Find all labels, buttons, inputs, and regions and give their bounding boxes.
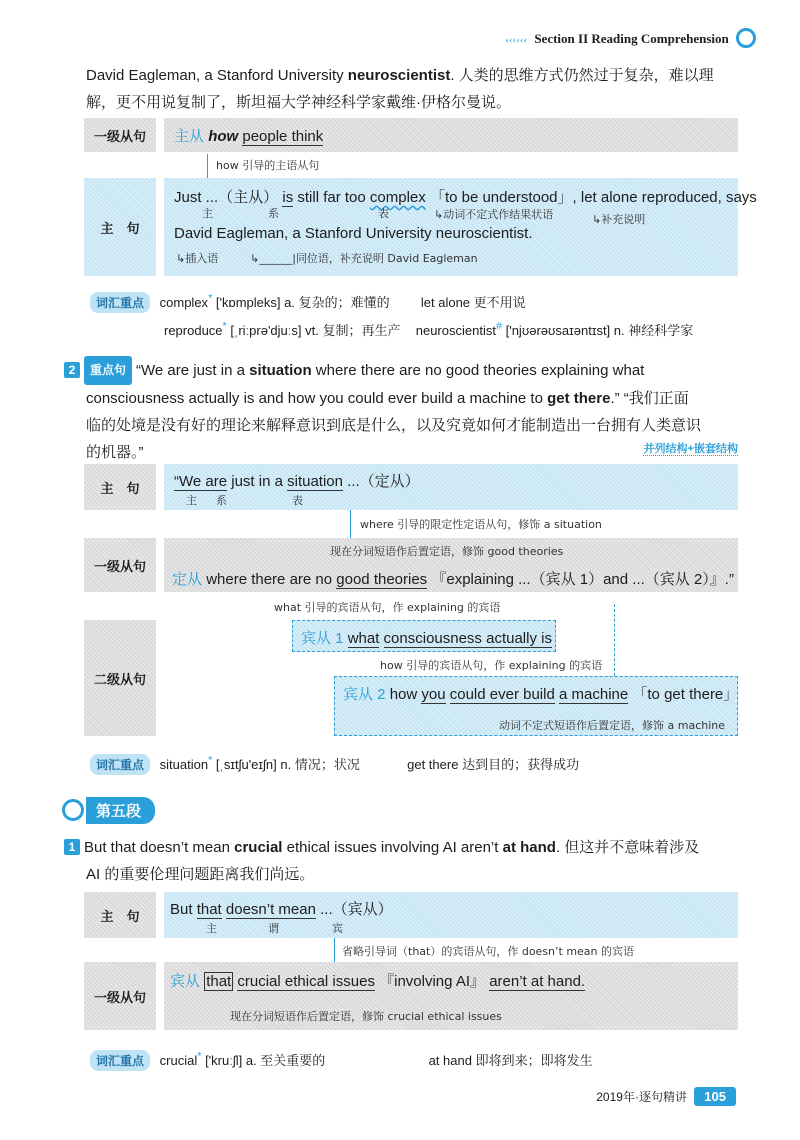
p1-bold: neuroscientist (347, 67, 451, 84)
vocab-star: * (197, 1050, 202, 1063)
vocab-word: reproduce (164, 323, 223, 338)
d1-note-inf-text: 动词不定式作结果状语 (443, 208, 554, 221)
d2-sub2b-how: how (389, 686, 418, 703)
vocab-star: * (208, 754, 213, 767)
p3-bold-1: crucial (234, 839, 283, 856)
d3-gram-predicate: 谓 (268, 922, 279, 935)
p2-bold-2: get there (547, 390, 611, 407)
d2-label-sub2: 二级从句 (84, 620, 156, 736)
search-q-icon (62, 799, 84, 821)
vocab-word: neuroscientist (415, 323, 496, 338)
p2-bold-1: situation (249, 362, 312, 379)
d1-sub-tag: 主从 (174, 128, 205, 145)
vocab-word: at hand (428, 1053, 472, 1068)
vocab-phonetic: ['njʊərəʊsaɪəntɪst] (505, 323, 611, 338)
d1-main-complex: complex (369, 189, 426, 206)
d2-main-a: “We are (174, 473, 228, 490)
d3-gram-object: 宾 (332, 922, 343, 935)
d1-main-line1 (174, 186, 757, 207)
p1-text-a: David Eagleman, a Stanford University (86, 67, 348, 84)
vocab-block-2 (90, 754, 579, 775)
search-q-icon (736, 28, 756, 48)
d2-note-how2: how 引导的宾语从句，作 explaining 的宾语 (380, 659, 603, 672)
d1-main-b: still far too (297, 189, 366, 206)
vocab-meaning: a. 复杂的；难懂的 (284, 295, 390, 310)
d3-sub-a: crucial ethical issues (237, 973, 375, 990)
vocab-word: get there (407, 757, 459, 772)
d2-sub2a-sentence (301, 627, 552, 648)
d2-main-box (164, 464, 738, 510)
d2-gram-predicative: 表 (292, 494, 303, 507)
d1-main-is: is (282, 189, 294, 206)
sentence-number: 1 (64, 839, 80, 855)
d1-how: how (208, 128, 239, 145)
d2-note-what: what 引导的宾语从句，作 explaining 的宾语 (274, 601, 501, 614)
d2-label-main: 主 句 (84, 464, 156, 510)
d1-note-tong-text: 同位语，补充说明 David Eagleman (295, 252, 478, 265)
d2-sub2a-box (292, 620, 556, 652)
vocab-star: * (222, 320, 227, 333)
p2-line3: 临的处境是没有好的理论来解释意识到底是什么，以及究竟如何才能制造出一台拥有人类意识 (86, 417, 702, 434)
d2-sub1-c: 『explaining ...（宾从 1）and ...（宾从 2）』.” (431, 571, 734, 588)
d2-sub1-a: where there are no (206, 571, 333, 588)
d2-sub1-b: good theories (336, 571, 428, 588)
d1-sub-rest: people think (242, 128, 324, 145)
vocab-block-1-line2 (164, 320, 693, 339)
d2-gram-link: 系 (216, 494, 227, 507)
d2-sub2b-could: could ever build (449, 686, 555, 703)
vocab-hash: # (495, 320, 502, 333)
vocab-meaning: n. 神经科学家 (613, 323, 694, 338)
p2-line2-a: consciousness actually is and how you could ever build a machine to (86, 390, 548, 407)
vocab-meaning: 更不用说 (473, 295, 526, 310)
vocab-word: crucial (159, 1053, 198, 1068)
p3-line2: AI 的重要伦理问题距离我们尚远。 (86, 866, 315, 883)
vocab-meaning: n. 情况；状况 (280, 757, 360, 772)
d3-sub-that: that (206, 973, 232, 990)
d3-label-sub: 一级从句 (84, 962, 156, 1030)
d3-sub-box (164, 962, 738, 1030)
d2-main-d: ...（定从） (347, 473, 420, 490)
d2-sub2b-machine: a machine (559, 686, 629, 703)
d2-sub2a-tag: 宾从 1 (301, 630, 344, 647)
d2-main-c: situation (287, 473, 343, 490)
d1-arrow-up (207, 154, 208, 178)
d2-sub2a-rest: consciousness actually is (383, 630, 552, 647)
p1-text-b: . 人类的思维方式仍然过于复杂，难以理 (450, 67, 714, 84)
d1-note-cha: ↳插入语 (176, 252, 219, 265)
p2-line4: 的机器。” (86, 444, 144, 461)
vocab-block-1 (90, 292, 526, 313)
d1-sub-box (164, 118, 738, 152)
vocab-word: let alone (420, 295, 471, 310)
key-sentence-tag: 重点句 (84, 356, 132, 385)
d2-main-sentence (174, 470, 420, 491)
d2-sub1-tag: 定从 (172, 571, 203, 588)
label-sub-clause: 一级从句 (84, 118, 156, 152)
p2-line2-b: .” “我们正面 (610, 390, 689, 407)
d2-note-inf2: 动词不定式短语作后置定语，修饰 a machine (499, 719, 726, 732)
page-footer (596, 1088, 736, 1105)
sentence-number: 2 (64, 362, 80, 378)
d2-label-sub1: 一级从句 (84, 538, 156, 592)
d2-arrow-dash (614, 604, 615, 676)
d3-main-b: that (196, 901, 222, 918)
section-title: Section II Reading Comprehension (534, 31, 729, 46)
d3-sub-b: 『involving AI』 (379, 973, 486, 990)
d1-note-bu-text: 补充说明 (601, 213, 646, 226)
vocab-word: complex (159, 295, 209, 310)
d2-sub2a-what: what (347, 630, 380, 647)
d2-sub2b-box (334, 676, 738, 736)
vocab-phonetic: ['kɒmpleks] (215, 295, 281, 310)
d1-main-box (164, 178, 757, 276)
vocab-phonetic: ['kruːʃl] (205, 1053, 243, 1068)
p3-bold-2: at hand (502, 839, 556, 856)
d3-sub-tag: 宾从 (170, 973, 201, 990)
vocab-star: * (208, 292, 213, 305)
d2-sub1-sentence (172, 568, 734, 589)
vocab-tag: 词汇重点 (90, 1050, 150, 1071)
arrow-decoration: ‹‹‹‹‹‹ (505, 34, 528, 46)
structure-note: 并列结构+嵌套结构 (643, 443, 738, 455)
vocab-phonetic: [ˌriːprə'djuːs] (230, 323, 302, 338)
p3-text-a: But that doesn’t mean (84, 839, 235, 856)
d1-note-cha-text: 插入语 (185, 252, 219, 265)
d1-main-c: 「to be understood」, let alone reproduced, says (429, 189, 757, 206)
p3-text-b: ethical issues involving AI aren’t (282, 839, 503, 856)
d1-gram-link: 系 (268, 207, 279, 220)
d2-note-where: where 引导的限定性定语从句，修饰 a situation (360, 518, 602, 531)
d2-note-part: 现在分词短语作后置定语，修饰 good theories (330, 545, 564, 558)
d1-note-tong: ↳______|同位语，补充说明 David Eagleman (250, 252, 478, 265)
running-header (505, 28, 756, 48)
d3-gram-subject: 主 (206, 922, 217, 935)
p3-text-c: . 但这并不意味着涉及 (555, 839, 700, 856)
vocab-meaning: a. 至关重要的 (245, 1053, 326, 1068)
d1-note-bu: ↳补充说明 (592, 213, 646, 226)
paragraph-3 (64, 834, 746, 888)
d1-sub-sentence (174, 125, 323, 146)
d3-main-d: ...（宾从） (320, 901, 393, 918)
vocab-block-3 (90, 1050, 593, 1071)
d3-main-sentence (170, 898, 393, 919)
p2-text-a: “We are just in a (136, 362, 250, 379)
d3-main-a: But (170, 901, 193, 918)
p1-line2: 解，更不用说复制了，斯坦福大学神经科学家戴维·伊格尔曼说。 (86, 94, 511, 111)
d3-sub-sentence (170, 970, 585, 991)
d3-sub-c: aren’t at hand. (489, 973, 586, 990)
d2-arrow-1 (350, 510, 351, 538)
vocab-meaning: 达到目的；获得成功 (462, 757, 580, 772)
d2-sub1-box (164, 538, 738, 592)
d3-main-c: doesn’t mean (225, 901, 316, 918)
d2-gram-subject: 主 (186, 494, 197, 507)
d1-main-a: Just ...（主从） (174, 189, 279, 206)
d1-gram-predicative: 表 (378, 207, 389, 220)
d3-arrow (334, 938, 335, 962)
vocab-meaning: vt. 复制；再生产 (305, 323, 401, 338)
vocab-phonetic: [ˌsɪtʃu'eɪʃn] (215, 757, 277, 772)
d3-label-main: 主 句 (84, 892, 156, 938)
d3-main-box (164, 892, 738, 938)
page-number: 105 (694, 1087, 736, 1106)
d1-note-how: how 引导的主语从句 (216, 159, 320, 172)
vocab-meaning: 即将到来；即将发生 (475, 1053, 593, 1068)
vocab-tag: 词汇重点 (90, 292, 150, 313)
d2-sub2b-you: you (421, 686, 446, 703)
d2-sub2b-tag: 宾从 2 (343, 686, 386, 703)
footer-text: 2019年·逐句精讲 (596, 1090, 687, 1104)
d3-note-part: 现在分词短语作后置定语，修饰 crucial ethical issues (230, 1010, 502, 1023)
vocab-word: situation (159, 757, 209, 772)
d2-sub2b-rest: 「to get there」 (632, 686, 739, 703)
d1-main-line2: David Eagleman, a Stanford University neuroscientist. (174, 225, 533, 242)
d1-note-inf: ↳动词不定式作结果状语 (434, 208, 554, 221)
section-5-heading (62, 798, 155, 822)
d3-note-omit: 省略引导词（that）的宾语从句，作 doesn’t mean 的宾语 (342, 945, 635, 958)
label-main-clause: 主 句 (84, 178, 156, 276)
section-5-title: 第五段 (86, 797, 155, 824)
d2-main-b: just in a (231, 473, 283, 490)
d1-gram-subject: 主 (202, 207, 213, 220)
d2-sub2b-sentence (343, 683, 738, 704)
paragraph-1 (86, 62, 746, 116)
p2-text-b: where there are no good theories explaining what (311, 362, 645, 379)
vocab-tag: 词汇重点 (90, 754, 150, 775)
